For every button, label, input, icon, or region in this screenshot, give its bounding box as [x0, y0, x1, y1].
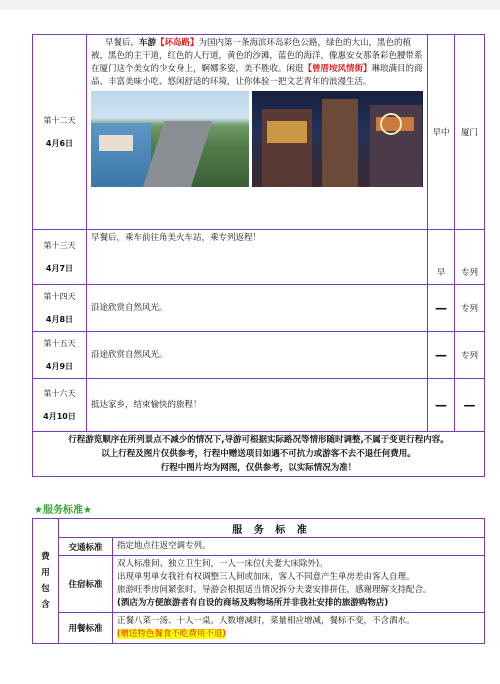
date-label: 4月10日 — [43, 412, 76, 421]
itinerary-row-day15 — [33, 332, 485, 379]
service-table-title: 服 务 标 准 — [59, 519, 485, 538]
itinerary-row-day12 — [33, 35, 485, 230]
date-label: 4月8日 — [45, 315, 74, 324]
service-row-accommodation — [33, 556, 485, 613]
day-label: 第十四天 — [43, 292, 76, 301]
zengcuoan-night-street-photo — [252, 91, 423, 187]
itinerary-description: 早餐后，乘车前往角美火车站，乘专列返程！ — [87, 230, 428, 285]
itinerary-description — [87, 35, 428, 230]
stay-cell: 专列 — [455, 332, 485, 379]
note-line: 行程中图片均为网图，仅供参考，以实际情况为准！ — [160, 463, 357, 473]
stay-cell: 厦门 — [455, 35, 485, 230]
day-cell — [33, 332, 87, 379]
service-row-meals — [33, 613, 485, 644]
service-row-transport — [33, 538, 485, 556]
day-label: 第十三天 — [43, 241, 76, 250]
date-label: 4月7日 — [45, 264, 74, 273]
itinerary-row-day13 — [33, 230, 485, 285]
stay-cell: — — [455, 379, 485, 432]
coastal-road-photo — [91, 91, 249, 187]
service-content: 正餐八菜一汤、十人一桌。人数增减时，菜量相应增减，餐标不变，不含酒水。 (赠送特色餐食不吃费用不退) — [113, 613, 485, 644]
day-cell — [33, 285, 87, 332]
meal-cell: 早中 — [428, 35, 455, 230]
service-content: 指定地点往返空调专列。 — [113, 538, 485, 556]
day-label: 第十六天 — [43, 389, 76, 398]
service-label: 交通标准 — [59, 538, 113, 556]
meal-cell: — — [428, 379, 455, 432]
fee-includes-label: 费 用 包 含 — [33, 519, 59, 644]
itinerary-description: 抵达家乡，结束愉快的旅程！ — [87, 379, 428, 432]
itinerary-row-day14 — [33, 285, 485, 332]
meal-highlight-note: (赠送特色餐食不吃费用不退) — [117, 629, 226, 639]
itinerary-description: 沿途欣赏自然风光。 — [87, 285, 428, 332]
itinerary-description: 沿途欣赏自然风光。 — [87, 332, 428, 379]
meal-cell: — — [428, 285, 455, 332]
stay-cell: 专列 — [455, 285, 485, 332]
date-label: 4月6日 — [45, 139, 74, 148]
day-cell — [33, 379, 87, 432]
itinerary-notes — [33, 432, 485, 477]
itinerary-row-day16 — [33, 379, 485, 432]
note-line: 以上行程及图片仅供参考，行程中赠送项目如遇不可抗力或游客不去不退任何费用。 — [101, 449, 416, 459]
day-cell — [33, 35, 87, 230]
date-label: 4月9日 — [45, 362, 74, 371]
photo-strip — [91, 91, 423, 187]
service-section-heading: ★服务标准★ — [34, 505, 92, 516]
meal-cell: 早 — [428, 230, 455, 285]
service-content: 双人标准间、独立卫生间，一人一床位(夫妻大床除外)。 出现单男单女我社有权调整三人间或加床，客人不同意产生单房差由客人自理。 旅游旺季房间紧张时，导游会根据适当情况拆分夫妻安排拼住，感谢理解支持配合。 (酒店为方便旅游者有自设的商场及购物场所并非我社安排的旅游购物店) — [113, 556, 485, 613]
day12-text: 早餐后，车游【环岛路】为国内第一条海滨环岛彩色公路，绿色的大山，黑色的植被，黑色的主干道，红色的人行道，黄色的沙滩，蓝色的海洋，像惠安女那条彩色腰带系在厦门这个美女的少女身上，婀娜多姿，美不胜收。闲逛【曾厝垵风情街】琳琅满目的商品、丰富美味小吃、悠闲舒适的环境，让你体验一把文艺青年的浪漫生活。 — [91, 38, 423, 87]
service-label: 住宿标准 — [59, 556, 113, 613]
itinerary-table — [32, 34, 484, 477]
service-label: 用餐标准 — [59, 613, 113, 644]
day-label: 第十五天 — [43, 339, 76, 348]
day-label: 第十二天 — [43, 116, 76, 125]
stay-cell: 专列 — [455, 230, 485, 285]
itinerary-notes-row — [33, 432, 485, 477]
top-shade — [0, 0, 500, 10]
service-title-row — [33, 519, 485, 538]
service-table — [32, 518, 484, 644]
day-cell — [33, 230, 87, 285]
note-line: 行程游览顺序在所列景点不减少的情况下,导游可根据实际路况等情形随时调整,不属于变更行程内容。 — [68, 435, 449, 445]
meal-cell: — — [428, 332, 455, 379]
